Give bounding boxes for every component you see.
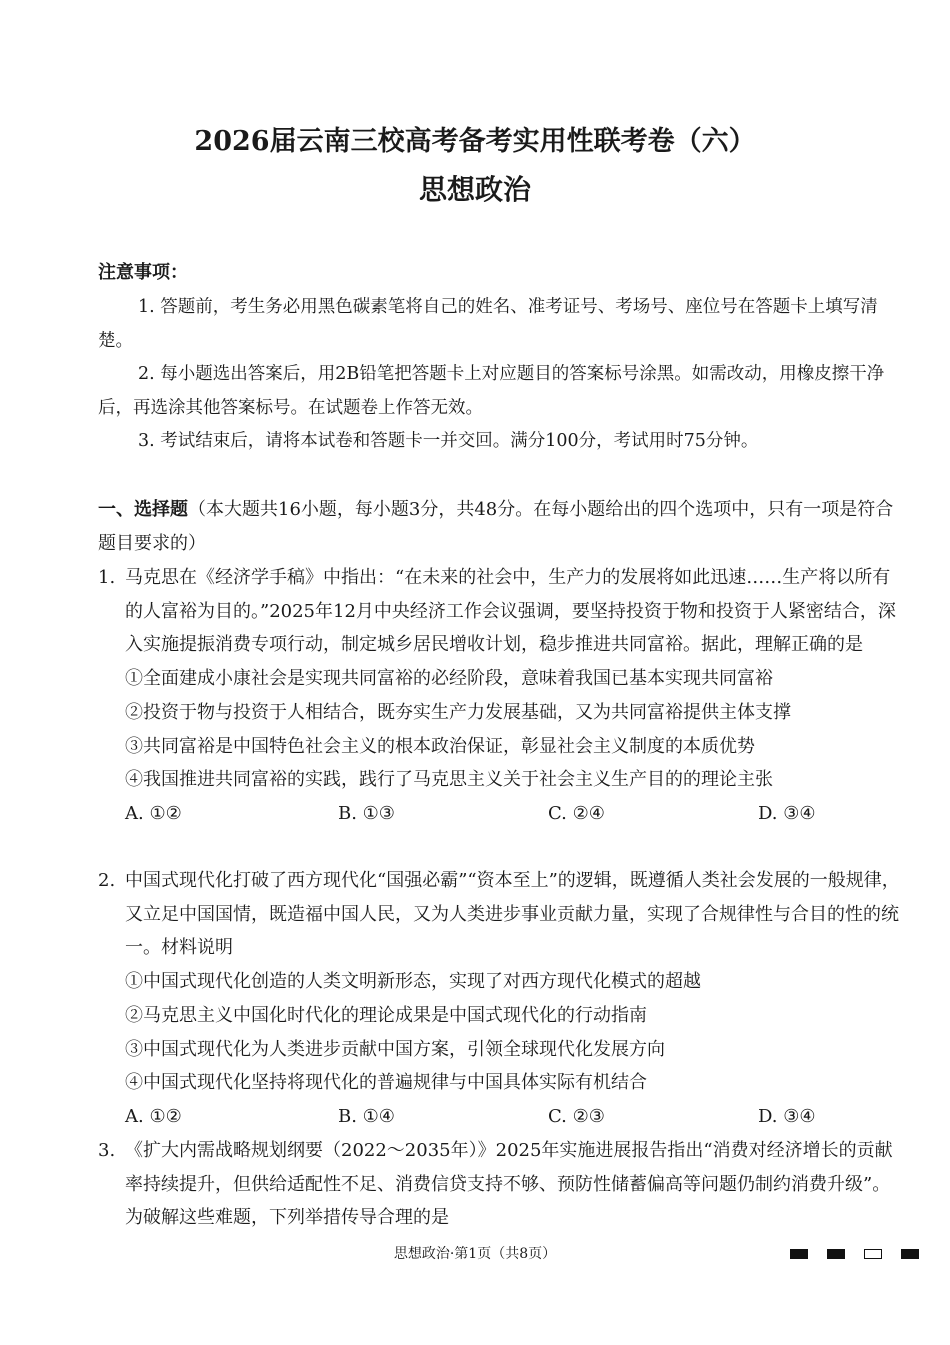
question-stem: 中国式现代化打破了西方现代化“国强必霸”“资本至上”的逻辑，既遵循人类社会发展的一般规律，又立足中国国情，既造福中国人民，又为人类进步事业贡献力量，实现了合规律性与合目的性的统一。材料说明 [125, 870, 900, 959]
question-number: 1. [98, 567, 116, 588]
option-4: ④中国式现代化坚持将现代化的普遍规律与中国具体实际有机结合 [125, 1072, 647, 1094]
question-3 [98, 1134, 906, 1235]
note-item-3: 3. 考试结束后，请将本试卷和答题卡一并交回。满分100分，考试用时75分钟。 [138, 431, 759, 451]
option-3: ③中国式现代化为人类进步贡献中国方案，引领全球现代化发展方向 [125, 1038, 665, 1060]
page-footer: 思想政治·第1页（共8页） [393, 1246, 557, 1262]
question-2 [98, 864, 906, 1134]
question-stem: 马克思在《经济学手稿》中指出：“在未来的社会中，生产力的发展将如此迅速……生产将以所有的人富裕为目的。”2025年12月中央经济工作会议强调，要坚持投资于物和投资于人紧密结合，深入实施提振消费专项行动，制定城乡居民增收计划，稳步推进共同富裕。据此，理解正确的是 [125, 567, 896, 656]
option-4: ④我国推进共同富裕的实践，践行了马克思主义关于社会主义生产目的的理论主张 [125, 769, 773, 791]
option-2: ②投资于物与投资于人相结合，既夯实生产力发展基础，又为共同富裕提供主体支撑 [125, 701, 791, 723]
section-title: 一、选择题 [98, 499, 188, 520]
question-1 [98, 561, 906, 831]
page-marks [790, 1249, 938, 1259]
choice-b: B. ①③ [338, 802, 395, 824]
mark-filled [790, 1249, 808, 1259]
note-item-2: 2. 每小题选出答案后，用2B铅笔把答题卡上对应题目的答案标号涂黑。如需改动，用橡皮擦干净后，再选涂其他答案标号。在试题卷上作答无效。 [98, 364, 885, 418]
option-2: ②马克思主义中国化时代化的理论成果是中国式现代化的行动指南 [125, 1004, 647, 1026]
notes-heading: 注意事项： [98, 262, 188, 283]
section-header [98, 493, 906, 560]
choice-d: D. ③④ [758, 802, 816, 824]
note-item-1: 1. 答题前，考生务必用黑色碳素笔将自己的姓名、准考证号、考场号、座位号在答题卡上填写清楚。 [98, 297, 878, 351]
option-1: ①全面建成小康社会是实现共同富裕的必经阶段，意味着我国已基本实现共同富裕 [125, 668, 773, 690]
mark-filled [901, 1249, 919, 1259]
choice-c: C. ②④ [548, 802, 605, 824]
choice-c: C. ②③ [548, 1105, 605, 1127]
choice-a: A. ①② [125, 802, 182, 824]
option-3: ③共同富裕是中国特色社会主义的根本政治保证，彰显社会主义制度的本质优势 [125, 735, 755, 757]
question-number: 2. [98, 870, 116, 891]
section-description: （本大题共16小题，每小题3分，共48分。在每小题给出的四个选项中，只有一项是符合题目要求的） [98, 499, 894, 554]
mark-empty [864, 1249, 882, 1259]
option-1: ①中国式现代化创造的人类文明新形态，实现了对西方现代化模式的超越 [125, 971, 701, 993]
answer-choices [98, 797, 906, 831]
choice-d: D. ③④ [758, 1105, 816, 1127]
answer-choices [98, 1100, 906, 1134]
exam-title: 2026届云南三校高考备考实用性联考卷（六） [194, 126, 756, 157]
exam-subject: 思想政治 [418, 173, 531, 206]
choice-a: A. ①② [125, 1105, 182, 1127]
mark-filled [827, 1249, 845, 1259]
question-stem: 《扩大内需战略规划纲要（2022～2035年）》2025年实施进展报告指出“消费对经济增长的贡献率持续提升，但供给适配性不足、消费信贷支持不够、预防性储蓄偏高等问题仍制约消费升级”。为破解这些难题，下列举措传导合理的是 [125, 1140, 893, 1229]
choice-b: B. ①④ [338, 1105, 395, 1127]
question-number: 3. [98, 1140, 116, 1161]
